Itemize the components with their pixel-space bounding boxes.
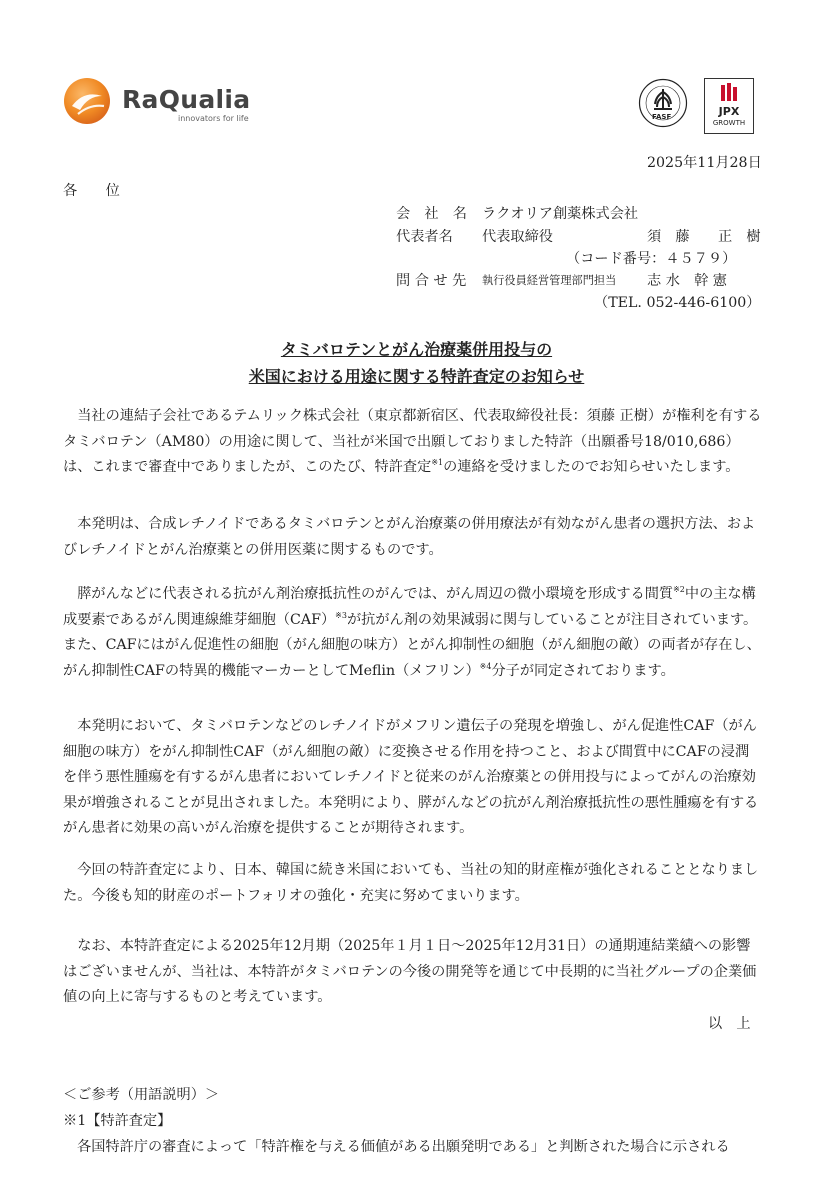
- p3-text-a: 膵がんなどに代表される抗がん剤治療抵抗性のがんでは、がん周辺の微小環境を形成する間質: [77, 586, 674, 602]
- paragraph-4: [63, 714, 763, 842]
- paragraph-5: [63, 858, 763, 909]
- paragraph-6: [63, 934, 763, 1011]
- jpx-mark-icon: [705, 81, 753, 105]
- p3-text-d: 分子が同定されております。: [491, 662, 675, 679]
- representative-title: 代表取締役: [482, 229, 553, 245]
- title-line-2: 米国における用途に関する特許査定のお知らせ: [248, 367, 585, 386]
- p3-text-b: 中の主な構成要素であるがん関連線維芽細胞（CAF）: [63, 586, 756, 628]
- stock-code: （コード番号：４５７９）: [566, 251, 737, 267]
- contact-title: 執行役員経営管理部門担当: [482, 274, 617, 287]
- contact-tel: （TEL. 052-446-6100）: [594, 295, 761, 311]
- addressee: 各 位: [63, 183, 120, 199]
- company-logo: [62, 74, 262, 128]
- company-name: ラクオリア創薬株式会社: [482, 206, 639, 222]
- footnote-ref-2: ※2: [673, 585, 685, 594]
- logo-wordmark: RaQualia: [122, 85, 251, 114]
- p6-text: なお、本特許査定による2025年12月期（2025年１月１日～2025年12月31日）の通期連結業績への影響はございませんが、当社は、本特許がタミバロテンの今後の開発等を通じて中長期的に当社グループの企業価値の向上に寄与するものと考えています。: [63, 938, 757, 1006]
- fasf-badge: [638, 78, 688, 128]
- p2-text: 本発明は、合成レチノイドであるタミバロテンとがん治療薬の併用療法が有効ながん患者の選択方法、およびレチノイドとがん治療薬との併用医薬に関するものです。: [63, 516, 756, 558]
- footnote-ref-4: ※4: [479, 661, 492, 671]
- p1-text-a: 当社の連結子会社であるテムリック株式会社（東京都新宿区、代表取締役社長：須藤 正樹）が権利を有するタミバロテン（AM80）の用途に関して、当社が米国で出願しておりました特許（出願番号18/010,686）は、これまで審査中でありましたが、このたび、特許査定: [63, 408, 762, 476]
- representative-name: 須 藤 正 樹: [647, 229, 761, 245]
- title-line-1: タミバロテンとがん治療薬併用投与の: [280, 340, 553, 359]
- p4-text: 本発明において、タミバロテンなどのレチノイドがメフリン遺伝子の発現を増強し、がん促進性CAF（がん細胞の味方）をがん抑制性CAF（がん細胞の敵）に変換させる作用を持つこと、および間質中にCAFの浸潤を伴う悪性腫瘍を有するがん患者においてレチノイドと従来のがん治療薬との併用投与によってがんの治療効果が増強されることが見出されました。本発明により、膵がんなどの抗がん剤治療抵抗性の悪性腫瘍を有するがん患者に効果の高いがん治療を提供することが期待されます。: [63, 718, 759, 837]
- raqualia-logo-icon: [62, 76, 112, 126]
- p1-text-b: の連絡を受けましたのでお知らせいたします。: [443, 459, 740, 476]
- paragraph-3: [63, 582, 763, 684]
- reference-item-1-text: 各国特許庁の審査によって「特許権を与える価値がある出願発明である」と判断された場合に示される: [77, 1139, 730, 1155]
- contact-name: 志 水 幹 憲: [647, 273, 727, 289]
- paragraph-1: [63, 404, 763, 481]
- reference-heading: ＜ご参考（用語説明）＞: [63, 1087, 220, 1103]
- footnote-ref-1: ※1: [431, 458, 444, 468]
- closing-mark: 以 上: [708, 1016, 751, 1032]
- fasf-label: FASF: [652, 113, 672, 121]
- logo-tagline: innovators for life: [178, 114, 249, 123]
- p5-text: 今回の特許査定により、日本、韓国に続き米国においても、当社の知的財産権が強化されることとなりました。今後も知的財産のポートフォリオの強化・充実に努めてまいります。: [63, 862, 759, 904]
- label-company: 会 社 名: [396, 206, 467, 222]
- document-date: 2025年11月28日: [647, 155, 762, 171]
- footnote-ref-3: ※3: [335, 610, 347, 620]
- reference-item-1-title: ※1【特許査定】: [63, 1113, 172, 1129]
- jpx-sub-label: GROWTH: [712, 119, 746, 127]
- jpx-label: JPX: [718, 105, 740, 118]
- p3-text-c: が抗がん剤の効果減弱に関与していることが注目されています。また、CAFにはがん促進性の細胞（がん細胞の味方）とがん抑制性の細胞（がん細胞の敵）の両者が存在し、がん抑制性CAFの特異的機能マーカーとしてMeflin（メフリン）: [63, 611, 761, 679]
- jpx-growth-badge: [704, 78, 754, 134]
- label-contact: 問 合 せ 先: [396, 273, 467, 289]
- label-representative: 代表者名: [396, 229, 453, 245]
- paragraph-2: [63, 512, 763, 563]
